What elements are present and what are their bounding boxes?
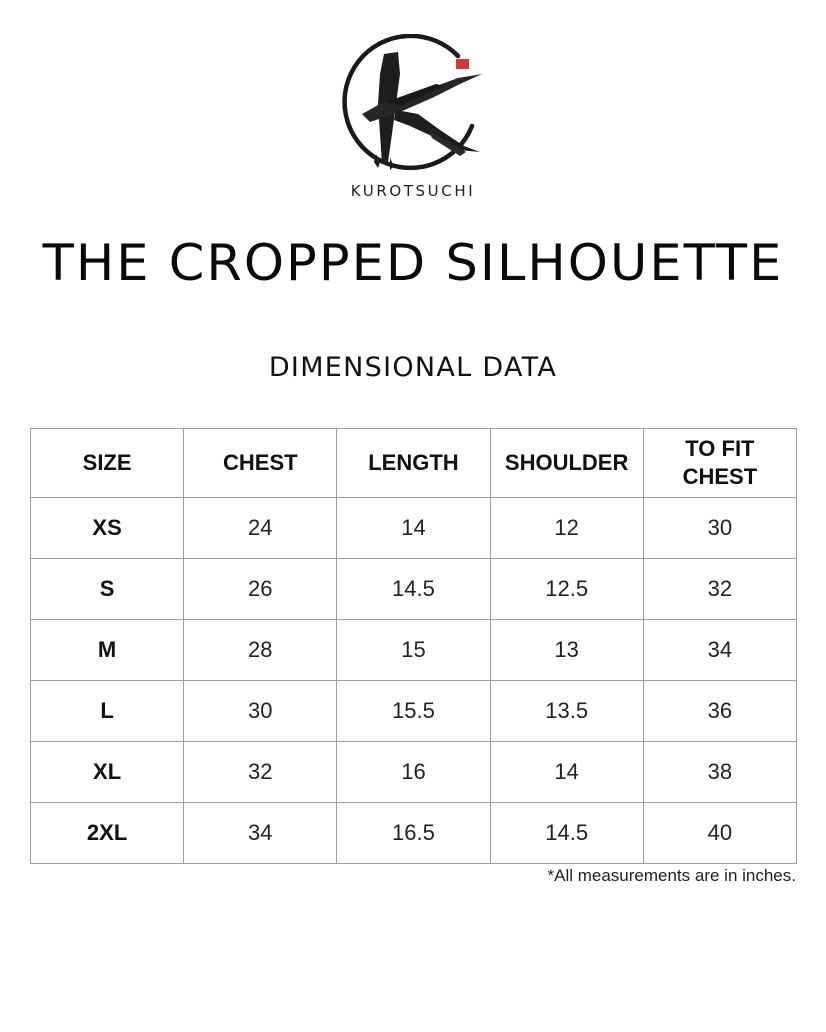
fit-chest-cell: 30 bbox=[643, 498, 796, 559]
header-chest: CHEST bbox=[184, 429, 337, 498]
size-cell: 2XL bbox=[31, 803, 184, 864]
table-row bbox=[31, 498, 797, 559]
table-row bbox=[31, 620, 797, 681]
chest-cell: 26 bbox=[184, 559, 337, 620]
brand-name: KUROTSUCHI bbox=[350, 182, 476, 200]
fit-chest-cell: 32 bbox=[643, 559, 796, 620]
length-cell: 15 bbox=[337, 620, 490, 681]
table-header-row bbox=[31, 429, 797, 498]
size-cell: XS bbox=[31, 498, 184, 559]
section-heading: DIMENSIONAL DATA bbox=[268, 352, 558, 383]
length-cell: 16 bbox=[337, 742, 490, 803]
measurement-footnote: *All measurements are in inches. bbox=[547, 866, 796, 885]
table-row bbox=[31, 681, 797, 742]
shoulder-cell: 14.5 bbox=[490, 803, 643, 864]
size-cell: S bbox=[31, 559, 184, 620]
size-cell: M bbox=[31, 620, 184, 681]
fit-chest-cell: 34 bbox=[643, 620, 796, 681]
shoulder-cell: 13.5 bbox=[490, 681, 643, 742]
size-cell: XL bbox=[31, 742, 184, 803]
table-row bbox=[31, 559, 797, 620]
fit-chest-cell: 40 bbox=[643, 803, 796, 864]
table-row bbox=[31, 742, 797, 803]
page-title: THE CROPPED SILHOUETTE bbox=[42, 234, 784, 292]
shoulder-cell: 13 bbox=[490, 620, 643, 681]
table-row bbox=[31, 803, 797, 864]
chest-cell: 30 bbox=[184, 681, 337, 742]
header-size: SIZE bbox=[31, 429, 184, 498]
chest-cell: 34 bbox=[184, 803, 337, 864]
header-shoulder: SHOULDER bbox=[490, 429, 643, 498]
shoulder-cell: 14 bbox=[490, 742, 643, 803]
brush-k-logo-icon bbox=[340, 34, 486, 174]
chest-cell: 28 bbox=[184, 620, 337, 681]
header-fit-chest bbox=[643, 429, 796, 498]
header-length: LENGTH bbox=[337, 429, 490, 498]
length-cell: 14 bbox=[337, 498, 490, 559]
length-cell: 15.5 bbox=[337, 681, 490, 742]
length-cell: 14.5 bbox=[337, 559, 490, 620]
fit-chest-cell: 38 bbox=[643, 742, 796, 803]
chest-cell: 32 bbox=[184, 742, 337, 803]
length-cell: 16.5 bbox=[337, 803, 490, 864]
size-cell: L bbox=[31, 681, 184, 742]
fit-chest-cell: 36 bbox=[643, 681, 796, 742]
shoulder-cell: 12.5 bbox=[490, 559, 643, 620]
size-chart-table bbox=[30, 428, 797, 864]
red-accent-square bbox=[456, 59, 469, 69]
chest-cell: 24 bbox=[184, 498, 337, 559]
header-fit-chest-label: TO FIT CHEST bbox=[682, 436, 758, 489]
brand-logo bbox=[340, 34, 486, 174]
shoulder-cell: 12 bbox=[490, 498, 643, 559]
